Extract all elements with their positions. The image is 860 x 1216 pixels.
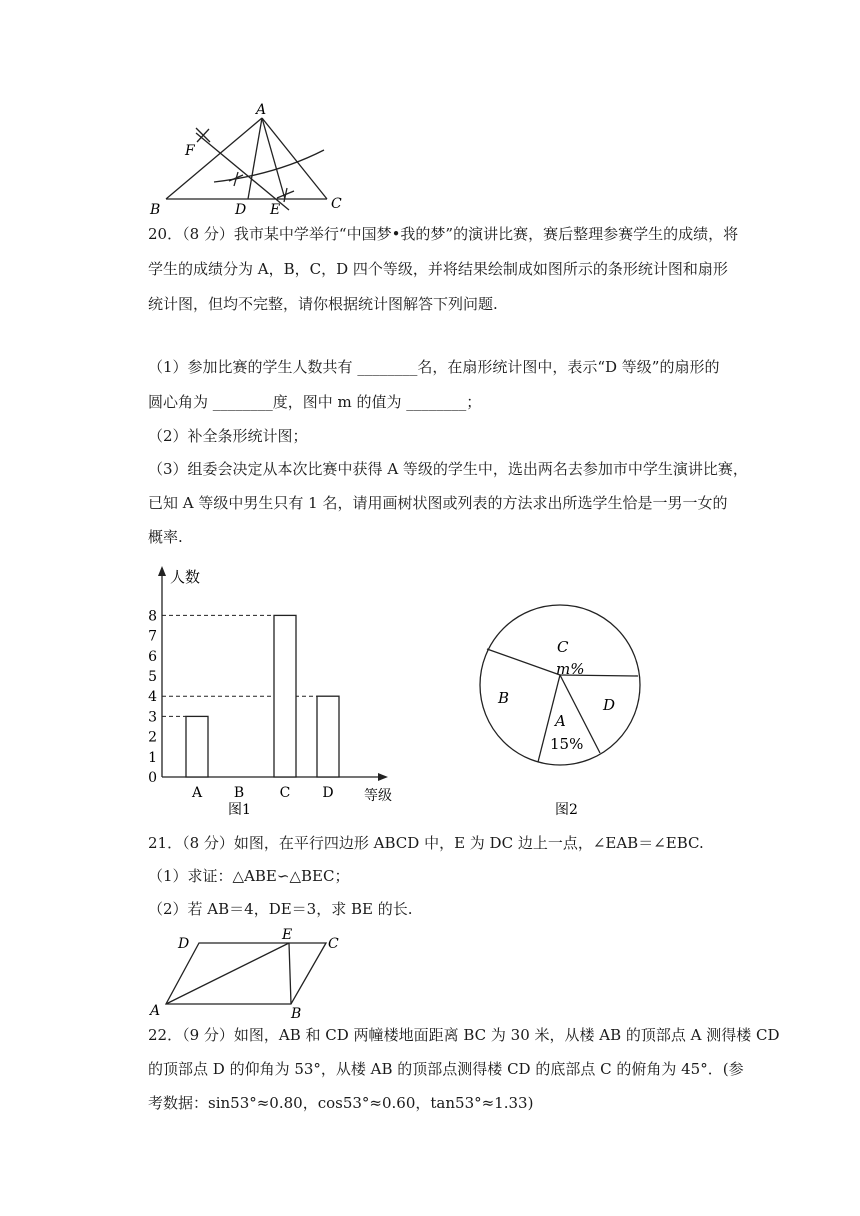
para-label-B: B	[291, 1006, 302, 1020]
y-axis-arrow-icon	[158, 566, 166, 576]
x-axis-arrow-icon	[378, 773, 388, 781]
y-tick-label: 1	[148, 749, 157, 766]
q21-part1: （1）求证：△ABE∽△BEC；	[148, 867, 350, 885]
q20-part1-line1: （1）参加比赛的学生人数共有 ________名，在扇形统计图中，表示“D 等级”的扇形的	[148, 358, 720, 376]
para-label-E: E	[282, 927, 293, 943]
para-label-D: D	[178, 936, 190, 952]
label-B: B	[150, 202, 161, 218]
q20-part3-line2: 已知 A 等级中男生只有 1 名，请用画树状图或列表的方法求出所选学生恰是一男一女的	[148, 494, 728, 512]
pie-slice-c-value: m%	[556, 660, 585, 678]
q20-part1-line2: 圆心角为 ________度，图中 m 的值为 ________；	[148, 393, 482, 411]
bar-c	[274, 615, 296, 777]
pie-slice-a-value: 15%	[550, 735, 584, 753]
bar-chart	[130, 560, 400, 825]
y-tick-label: 0	[148, 770, 157, 786]
pie-slice-c-label: C	[557, 638, 569, 656]
pie-chart	[470, 600, 670, 825]
q20-line2: 学生的成绩分为 A，B，C，D 四个等级，并将结果绘制成如图所示的条形统计图和扇形	[148, 260, 728, 278]
para-label-A: A	[150, 1003, 161, 1019]
label-C: C	[331, 196, 342, 212]
q20-part2: （2）补全条形统计图；	[148, 427, 308, 445]
q22-line1: 22．（9 分）如图，AB 和 CD 两幢楼地面距离 BC 为 30 米，从楼 AB 的顶部点 A 测得楼 CD	[148, 1026, 780, 1044]
label-F: F	[185, 143, 195, 159]
triangle-construction-figure	[0, 0, 860, 225]
x-axis-label: 等级	[364, 788, 392, 804]
pie-chart-caption: 图2	[555, 802, 578, 818]
y-tick-label: 4	[148, 689, 157, 706]
q21-line1: 21．（8 分）如图，在平行四边形 ABCD 中，E 为 DC 边上一点，∠EAB＝∠EBC.	[148, 834, 704, 852]
bar-chart-caption: 图1	[228, 802, 251, 818]
x-tick-label: C	[279, 785, 291, 801]
label-A: A	[256, 102, 267, 118]
q20-part3-line1: （3）组委会决定从本次比赛中获得 A 等级的学生中，选出两名去参加市中学生演讲比赛，	[148, 460, 748, 478]
q22-line3: 考数据：sin53°≈0.80，cos53°≈0.60，tan53°≈1.33)	[148, 1094, 534, 1112]
q20-line1: 20．（8 分）我市某中学举行“中国梦•我的梦”的演讲比赛，赛后整理参赛学生的成绩，将	[148, 225, 739, 243]
q20-line3: 统计图，但均不完整，请你根据统计图解答下列问题.	[148, 295, 498, 313]
label-E: E	[270, 202, 281, 218]
y-tick-label: 7	[148, 628, 157, 645]
y-axis-label: 人数	[170, 568, 201, 586]
pie-slice-b-label: B	[498, 689, 510, 707]
label-D: D	[235, 202, 247, 218]
q21-part2: （2）若 AB＝4，DE＝3，求 BE 的长.	[148, 900, 413, 918]
y-tick-label: 5	[148, 669, 157, 685]
pie-slice-divider	[487, 649, 560, 675]
x-tick-label: A	[191, 785, 203, 801]
y-tick-label: 6	[148, 648, 157, 665]
pie-slice-d-label: D	[603, 696, 616, 714]
q22-line2: 的顶部点 D 的仰角为 53°，从楼 AB 的顶部点测得楼 CD 的底部点 C 的俯角为 45°．(参	[148, 1060, 744, 1078]
y-tick-label: 8	[148, 608, 157, 625]
parallelogram-figure	[140, 920, 360, 1020]
bar-a	[186, 716, 208, 777]
bar-d	[317, 696, 339, 777]
pie-slice-a-label: A	[555, 712, 566, 730]
y-tick-label: 2	[148, 729, 157, 746]
x-tick-label: B	[233, 785, 245, 801]
y-tick-label: 3	[148, 709, 157, 726]
x-tick-label: D	[322, 785, 334, 801]
para-label-C: C	[328, 936, 339, 952]
q20-part3-line3: 概率.	[148, 528, 183, 546]
